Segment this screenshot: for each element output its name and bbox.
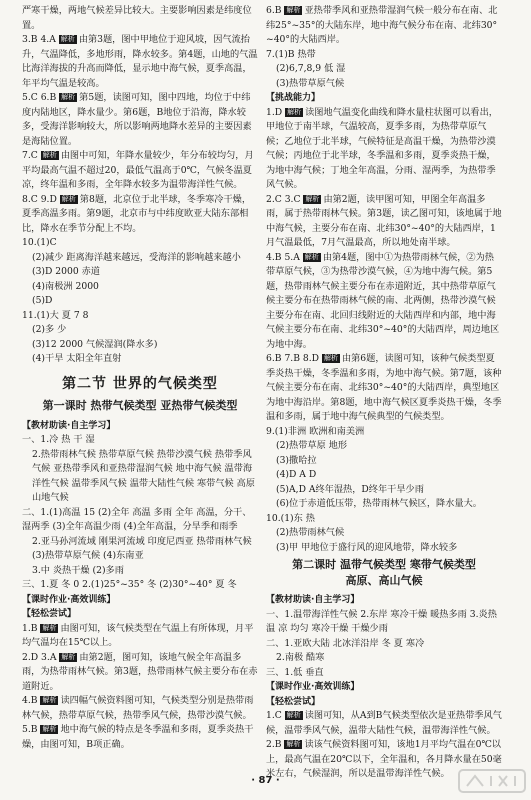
section-tag: 【教材助读·自主学习】 <box>22 420 116 431</box>
section-tag: 【轻松尝试】 <box>266 696 321 707</box>
section-tag: 【教材助读·自主学习】 <box>266 595 360 605</box>
answer-sub: (4)干旱 太阳全年直射 <box>32 353 122 364</box>
analysis-badge: 解析 <box>323 354 338 362</box>
analysis-badge: 解析 <box>286 740 301 748</box>
answer-item: 2.C 3.C 解析 由第2题，读甲图可知，甲图全年高温多雨，属于热带雨林气候。第3题，读乙图可知，该地属于地中海气候，主要分布在南、北纬30°~40°的大陆西岸，1月气温最低，7月气温最高，所以地处南半球。 <box>266 193 502 248</box>
right-column <box>266 4 502 782</box>
answer-sub: 2.南极 酷寒 <box>276 652 325 663</box>
answer-sub: (3)撒哈拉 <box>276 454 317 466</box>
answer-sub: (4)南极洲 2000 <box>32 280 99 292</box>
answer-item: 5.B 解析 地中海气候的特点是冬季温和多雨，夏季炎热干燥，由图可知，B项正确。 <box>22 724 254 750</box>
answer-item: 4.B 解析 读四幅气候资料图可知，气候类型分别是热带雨林气候，热带草原气候，热带季风气候，热带沙漠气候。 <box>22 695 254 721</box>
answer-sub: 2.亚马孙河流域 刚果河流域 印度尼西亚 热带雨林气候 (3)热带草原气候 (4)东南亚 <box>32 535 252 561</box>
answer-sub: 3.中 炎热干燥 (2)多雨 <box>32 564 124 576</box>
answer-item: 1.C 解析 读图可知，从A到B气候类型依次是亚热带季风气候，温带季风气候，温带大陆性气候，温带海洋性气候。 <box>266 710 502 736</box>
answer-sub: (5)A,D A终年湿热，D终年干旱少雨 <box>276 483 424 495</box>
answer-item: 三、1.夏 冬 0 2.(1)25°~35° 冬 (2)30°~40° 夏 冬 <box>22 579 237 590</box>
answer-sub: (3)D 2000 赤道 <box>32 266 100 277</box>
answer-item: 三、1.低 垂直 <box>266 666 324 678</box>
watermark-logo-icon <box>457 766 527 796</box>
answer-item: 10.(1)东 热 <box>266 512 315 524</box>
analysis-badge: 解析 <box>304 252 319 261</box>
answer-item: 二、1.(1)高温 15 (2)全年 高温 多雨 全年 高温，分干、湿两季 (3)全年高温少雨 (4)全年高温，分旱季和雨季 <box>22 506 252 532</box>
answer-item: 8.C 9.D 解析 第8题，北京位于北半球，冬季寒冷干燥，夏季高温多雨。第9题，北京市与中纬度欧亚大陆东部相比，降水在季节分配上不均。 <box>22 193 252 234</box>
answer-item: 6.B 7.B 8.D 解析 由第6题，读图可知，该种气候类型夏季炎热干燥，冬季温和多雨，为地中海气候。第7题，该种气候主要分布在南、北纬30°~40°的大陆西岸，典型地区为地中海沿岸。第8题，地中海气候区夏季炎热干燥，冬季温和多雨，属于地中海气候典型的气候类型。 <box>266 353 502 422</box>
answer-sub: (2)热带草原 地形 <box>276 440 348 451</box>
analysis-badge: 解析 <box>42 623 57 632</box>
lesson-title-line: 第二课时 温带气候类型 寒带气候类型 <box>292 558 476 571</box>
answer-item: 二、1.亚欧大陆 北冰洋沿岸 冬 夏 寒冷 <box>266 637 425 649</box>
answer-item: 6.B 解析 亚热带季风和亚热带湿润气候一般分布在南、北纬25°~35°的大陆东岸，地中海气候分布在南、北纬30°~40°的大陆西岸。 <box>266 5 498 45</box>
analysis-badge: 解析 <box>61 652 76 661</box>
section-tag: 【课时作业·高效训练】 <box>266 682 360 692</box>
analysis-badge: 解析 <box>42 725 57 733</box>
left-column <box>22 4 258 752</box>
section-title: 第二节 世界的气候类型 <box>62 375 218 392</box>
answer-sub: 2.热带雨林气候 热带草原气候 热带沙漠气候 热带季风气候 亚热带季风和亚热带湿润气候 地中海气候 温带海洋性气候 温带季风气候 温带大陆性气候 寒带气候 高原山地气候 <box>32 448 255 503</box>
answer-sub: (2)热带雨林气候 <box>276 527 345 538</box>
answer-item: 3.B 4.A 解析 由第3题，图中甲地位于迎风坡，因气流抬升，气温降低，多地形雨，降水较多。第4题，山地的气温比海洋海拔的升高而降低，显示地中海气候，夏季高温，年平均气温是较高。 <box>22 34 258 89</box>
answer-sub: (5)D <box>32 295 53 306</box>
answer-item: 7.(1)B 热带 <box>266 48 316 60</box>
analysis-badge: 解析 <box>42 696 57 704</box>
answer-item: 7.C 解析 由图中可知，年降水量较少，年分布较均匀，月平均最高气温不超过20，最低气温高于0℃，气候冬温夏凉，终年温和多雨，全年降水较多为温带海洋性气候。 <box>22 150 254 190</box>
answer-item: 10.(1)C <box>22 237 57 248</box>
answer-item: 1.B 解析 由图可知，该气候类型在气温上有所体现，月平均气温均在15℃以上。 <box>22 622 254 648</box>
answer-sub: (3)热带草原气候 <box>276 77 345 89</box>
section-tag: 【课时作业·高效训练】 <box>22 594 116 605</box>
answer-sub: (2)多 少 <box>32 324 67 335</box>
answer-item: 4.B 5.A 解析 由第4题，图中①为热带雨林气候，②为热带草原气候，③为热带沙漠气候，④为地中海气候。第5题，热带雨林气候主要分布在赤道附近，其中热带草原气候主要分布在热带雨林气候的南、北两侧，热带沙漠气候主要分布在南、北回归线附近的大陆西岸和内部，地中海气候主要分布在南、北纬30°~40°的大陆西岸，周边地区为地中海。 <box>266 251 500 350</box>
analysis-badge: 解析 <box>42 151 57 159</box>
page-number: · 87 · <box>251 775 280 786</box>
analysis-badge: 解析 <box>305 194 320 203</box>
answer-item: 11.(1)大 夏 7 8 <box>22 309 89 321</box>
analysis-badge: 解析 <box>61 93 76 101</box>
lesson-title-line: 高原、高山气候 <box>345 574 423 587</box>
analysis-badge: 解析 <box>61 194 76 203</box>
lesson-title: 第一课时 热带气候类型 亚热带气候类型 <box>42 398 238 412</box>
answer-sub: (3)甲 甲地位于盛行风的迎风地带，降水较多 <box>276 541 458 553</box>
answer-item: 2.D 3.A 解析 由第2题，图可知，该地气候全年高温多雨，为热带雨林气候。第3题，热带雨林气候主要分布在赤道附近。 <box>22 651 258 692</box>
answer-item: 2.B 解析 读该气候资料图可知，该地1月平均气温在0℃以上，最高气温在20℃以下，全年温和，各月降水量在50毫米左右，气候湿润，所以是温带海洋性气候。 <box>266 739 502 779</box>
analysis-badge: 解析 <box>60 35 75 43</box>
section-tag: 【轻松尝试】 <box>22 609 77 619</box>
answer-sub: (3)12 2000 气候湿润(降水多) <box>32 338 158 350</box>
analysis-badge: 解析 <box>286 711 301 719</box>
answer-sub: (2)6,7,8,9 低 湿 <box>276 63 346 74</box>
text-line: 严寒干燥，两地气候差异比较大。主要影响因素是纬度位置。 <box>22 5 252 31</box>
answer-sub: (4)D A D <box>276 469 317 480</box>
answer-item: 1.D 解析 读图地气温变化曲线和降水量柱状图可以看出，甲地位于南半球，气温较高，夏季多雨，为热带草原气候；乙地位于北半球，气候特征是高温干燥，为热带沙漠气候；丙地位于北半球，冬季温和多雨，夏季炎热干燥，为地中海气候；丁地全年高温，分雨、湿两季，为热带季风气候。 <box>266 106 498 190</box>
answer-item: 一、1.温带海洋性气候 2.东岸 寒冷干燥 暖热多雨 3.炎热 温 凉 均匀 寒冷干燥 干燥少雨 <box>266 608 497 634</box>
section-tag: 【挑战能力】 <box>266 93 321 103</box>
lesson-title <box>266 557 502 589</box>
answer-sub: (6)位于赤道低压带，热带雨林气候区，降水量大。 <box>276 498 482 509</box>
analysis-badge: 解析 <box>286 6 301 14</box>
analysis-badge: 解析 <box>287 107 302 116</box>
answer-item: 9.(1)非洲 欧洲和南美洲 <box>266 425 365 437</box>
answer-sub: (2)减少 距离海洋越来越远，受海洋的影响越来越小 <box>32 251 241 263</box>
answer-item: 5.C 6.B 解析 第5题，读图可知，图中四地，均位于中纬度内陆地区，降水量少。第6题，B地位于沿海，降水较多，受海洋影响较大，所以影响两地降水差异的主要因素是海陆位置。 <box>22 92 252 147</box>
answer-item: 一、1.冷 热 干 湿 <box>22 434 95 445</box>
